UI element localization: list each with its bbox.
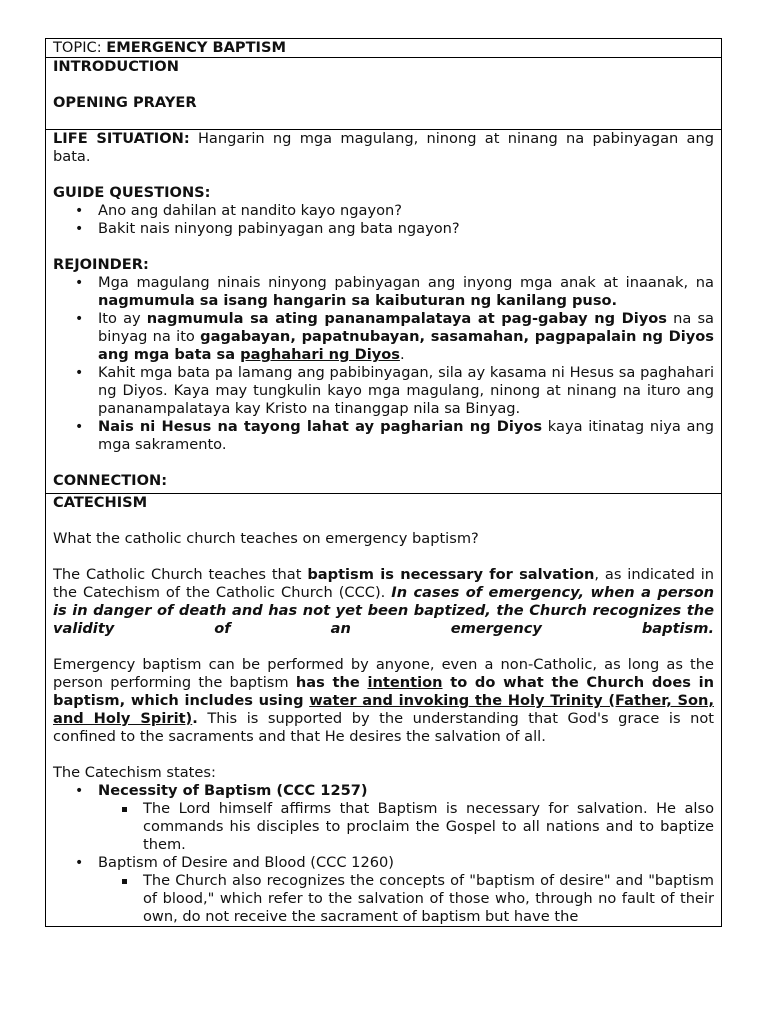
- catechism-sublist: [98, 800, 714, 854]
- topic-label: TOPIC:: [53, 39, 107, 56]
- catechism-heading: CATECHISM: [53, 494, 148, 511]
- guide-questions-heading: GUIDE QUESTIONS:: [53, 184, 211, 201]
- rejoinder-item: • Mga magulang ninais ninyong pabinyagan ang inyong mga anak at inaanak, na nagmumula sa isang hangarin sa kaibuturan ng kanilang puso.: [98, 274, 714, 310]
- topic-title: EMERGENCY BAPTISM: [106, 39, 287, 56]
- catechism-list: [53, 782, 714, 926]
- connection-heading: CONNECTION:: [53, 472, 168, 489]
- catechism-paragraph-1: The Catholic Church teaches that baptism is necessary for salvation, as indicated in the Catechism of the Catholic Church (CCC). In cases of emergency, when a person is in danger of death and has not yet been baptized, the Church recognizes the validity of an emergency baptism.: [53, 566, 715, 637]
- catechism-paragraph-2: Emergency baptism can be performed by anyone, even a non-Catholic, as long as the person performing the baptism has the intention to do what the Church does in baptism, which includes using water and invoking the Holy Trinity (Father, Son, and Holy Spirit). This is supported by the understanding that God's grace is not confined to the sacraments and that He desires the salvation of all.: [53, 656, 715, 745]
- rejoinder-heading: REJOINDER:: [53, 256, 149, 273]
- catechism-states: The Catechism states:: [53, 764, 216, 781]
- opening-prayer-heading: OPENING PRAYER: [53, 94, 197, 111]
- catechism-item: • Baptism of Desire and Blood (CCC 1260) The Church also recognizes the concepts of "baptism of desire" and "baptism of blood," which refer to the salvation of those who, through no fault of their own, do not receive the sacrament of baptism but have the: [98, 854, 714, 926]
- rejoinder-list: [53, 274, 714, 454]
- lesson-table: [45, 38, 722, 927]
- rejoinder-item: • Kahit mga bata pa lamang ang pabibinyagan, sila ay kasama ni Hesus sa paghahari ng Diyos. Kaya may tungkulin kayo mga magulang, ninong at ninang na ituro ang pananampalataya kay Kristo na tinanggap nila sa Binyag.: [98, 364, 714, 418]
- rejoinder-item: • Ito ay nagmumula sa ating pananampalataya at pag-gabay ng Diyos na sa binyag na ito gagabayan, papatnubayan, sasamahan, pagpapalain ng Diyos ang mga bata sa paghahari ng Diyos.: [98, 310, 714, 364]
- catechism-subitem: The Church also recognizes the concepts of "baptism of desire" and "baptism of blood," which refer to the salvation of those who, through no fault of their own, do not receive the sacrament of baptism but have the: [143, 872, 714, 925]
- life-situation-paragraph: LIFE SITUATION: Hangarin ng mga magulang, ninong at ninang na pabinyagan ang bata.: [53, 130, 715, 165]
- life-situation-heading: LIFE SITUATION:: [53, 130, 190, 147]
- catechism-item: • Necessity of Baptism (CCC 1257) The Lord himself affirms that Baptism is necessary for salvation. He also commands his disciples to proclaim the Gospel to all nations and to baptize them.: [98, 782, 714, 854]
- introduction-heading: INTRODUCTION: [53, 58, 179, 75]
- introduction-row: [46, 58, 721, 130]
- catechism-question: What the catholic church teaches on emergency baptism?: [53, 530, 479, 547]
- catechism-row: [46, 494, 721, 926]
- life-situation-row: [46, 130, 721, 494]
- topic-row: [46, 39, 721, 58]
- catechism-subitem: The Lord himself affirms that Baptism is necessary for salvation. He also commands his disciples to proclaim the Gospel to all nations and to baptize them.: [143, 800, 714, 853]
- guide-questions-list: [53, 202, 714, 238]
- guide-question-item: • Bakit nais ninyong pabinyagan ang bata ngayon?: [98, 220, 714, 238]
- guide-question-item: • Ano ang dahilan at nandito kayo ngayon?: [98, 202, 714, 220]
- catechism-sublist: [98, 872, 714, 926]
- rejoinder-item: • Nais ni Hesus na tayong lahat ay pagharian ng Diyos kaya itinatag niya ang mga sakramento.: [98, 418, 714, 454]
